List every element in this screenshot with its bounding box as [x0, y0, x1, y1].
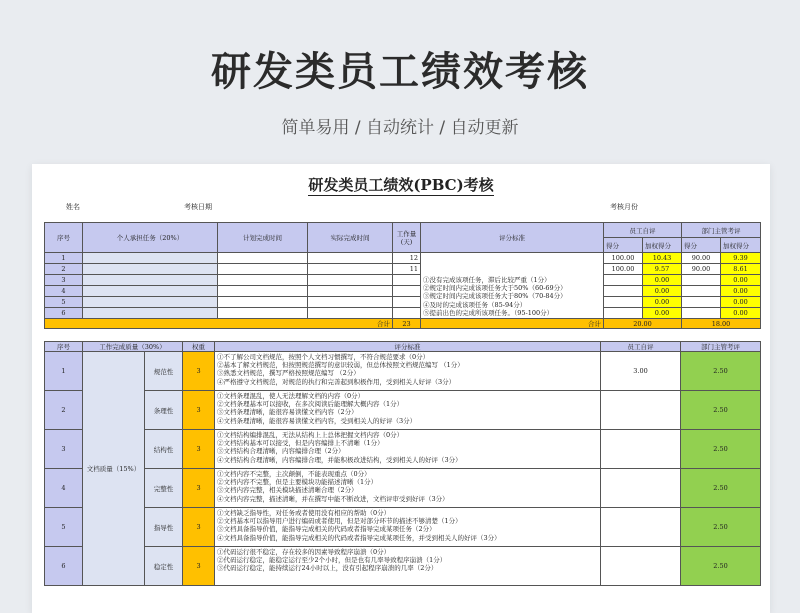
plan-cell[interactable]: [218, 297, 308, 308]
criteria-line: ③代码运行稳定，能持续运行24小时以上，没有引起程序崩溃的几率（2分）: [217, 564, 438, 573]
mgr-score[interactable]: 2.50: [681, 469, 761, 508]
task-cell[interactable]: [83, 286, 218, 297]
plan-cell[interactable]: [218, 253, 308, 264]
quality-table: [44, 341, 761, 586]
header-mgr-eval: 部门主管考评: [681, 342, 761, 352]
mgr-weighted: 9.39: [721, 253, 761, 264]
criteria-line: ②文档内容不完整，但是主要模块功能描述清晰（1分）: [217, 478, 378, 487]
criteria-line: ③文档具备指导价值，能指导完成相关的代码或者指导完成某项任务（2分）: [217, 525, 436, 534]
header-seq: 序号: [45, 223, 83, 253]
criteria-line: ②文档结构基本可以接受，但是内容编排上不清晰（1分）: [217, 439, 384, 448]
criteria-line: ①文档条理混乱，使人无法理解文档的内容（0分）: [217, 392, 365, 400]
workload-cell[interactable]: [393, 286, 421, 297]
table-row: [45, 352, 761, 391]
item-label: 规范性: [145, 352, 183, 391]
task-cell[interactable]: [83, 297, 218, 308]
table-row: [45, 253, 761, 264]
self-score[interactable]: 100.00: [604, 253, 643, 264]
item-label: 指导性: [145, 508, 183, 547]
criteria-line: ②代码运行稳定，能稳定运行至少2个小时，但是也有几率导致程序崩溃（1分）: [217, 556, 447, 565]
plan-cell[interactable]: [218, 308, 308, 319]
table-row: [45, 508, 761, 547]
item-label: 结构性: [145, 430, 183, 469]
weight-cell: 3: [183, 352, 215, 391]
workload-cell[interactable]: [393, 308, 421, 319]
weight-cell: 3: [183, 430, 215, 469]
criteria-line: ③文档条理清晰，能很容易读懂文档内容（2分）: [217, 408, 358, 417]
mgr-score[interactable]: [682, 308, 721, 319]
row-seq: 3: [45, 275, 83, 286]
self-weighted: 9.57: [643, 264, 682, 275]
header-quality: 工作完成质量（30%）: [83, 342, 183, 352]
row-seq: 4: [45, 469, 83, 508]
header-mgr-eval: 部门主管考评: [682, 223, 761, 238]
workload-cell[interactable]: [393, 297, 421, 308]
row-seq: 1: [45, 253, 83, 264]
weight-cell: 3: [183, 469, 215, 508]
actual-cell[interactable]: [308, 297, 393, 308]
criteria-cell: [215, 508, 601, 547]
criteria-line: ①不了解公司文档规范，按照个人文档习惯撰写，不符合规范要求（0分）: [217, 353, 430, 361]
table-row: [45, 264, 761, 275]
mgr-weighted: 0.00: [721, 308, 761, 319]
header-mgr-score: 得分: [682, 238, 721, 253]
mgr-score[interactable]: 2.50: [681, 391, 761, 430]
mgr-score[interactable]: [682, 286, 721, 297]
item-label: 完整性: [145, 469, 183, 508]
row-seq: 1: [45, 352, 83, 391]
group-label: 文档质量（15%）: [83, 352, 145, 586]
criteria-line: ④严格遵守文档规范，对规范的执行和完善起到积极作用，受到相关人好评（3分）: [217, 377, 456, 386]
header-criteria: 评分标准: [215, 342, 601, 352]
total-label-2: 合计: [421, 319, 604, 329]
task-cell[interactable]: [83, 275, 218, 286]
self-score[interactable]: [604, 297, 643, 308]
criteria-cell: [215, 469, 601, 508]
page-subtitle: 简单易用 / 自动统计 / 自动更新: [281, 118, 519, 138]
self-weighted: 0.00: [643, 297, 682, 308]
mgr-score[interactable]: [682, 297, 721, 308]
self-weighted: 0.00: [643, 308, 682, 319]
criteria-line: ②规定时间内完成该项任务大于50%（60-69分）: [423, 284, 567, 293]
self-score[interactable]: [601, 547, 681, 586]
mgr-weighted: 0.00: [721, 297, 761, 308]
workload-cell[interactable]: 11: [393, 264, 421, 275]
criteria-line: ③规定时间内完成该项任务大于80%（70-84分）: [423, 292, 567, 301]
self-score[interactable]: 3.00: [601, 352, 681, 391]
weight-cell: 3: [183, 547, 215, 586]
header-actual: 实际完成时间: [308, 223, 393, 253]
weight-cell: 3: [183, 391, 215, 430]
criteria-line: ⑤提前出色的完成所该项任务。（95-100分）: [423, 308, 554, 317]
total-row: [45, 319, 761, 329]
criteria-line: ④文档内容完整，描述清晰，并在撰写中能不断改进，文档评审受到好评（3分）: [217, 494, 449, 503]
header-self-weighted: 加权得分: [643, 238, 682, 253]
criteria-line: ④文档结构合理清晰，内容编排合理，并能积极改进结构，受到相关人的好评（3分）: [217, 455, 462, 464]
table-row: [45, 430, 761, 469]
plan-cell[interactable]: [218, 264, 308, 275]
row-seq: 5: [45, 297, 83, 308]
mgr-score[interactable]: [682, 275, 721, 286]
sheet-title: 研发类员工绩效(PBC)考核: [308, 176, 494, 194]
plan-cell[interactable]: [218, 275, 308, 286]
total-workload: 23: [393, 319, 421, 329]
header-self-eval: 员工自评: [601, 342, 681, 352]
self-score[interactable]: [601, 508, 681, 547]
header-workload: 工作量(天): [393, 223, 421, 253]
header-seq: 序号: [45, 342, 83, 352]
table-row: [45, 297, 761, 308]
mgr-score[interactable]: 2.50: [681, 352, 761, 391]
table-row: [45, 391, 761, 430]
task-criteria: [421, 253, 604, 319]
table-row: [45, 308, 761, 319]
name-label: 姓名: [66, 203, 80, 211]
self-score[interactable]: 100.00: [604, 264, 643, 275]
actual-cell[interactable]: [308, 308, 393, 319]
actual-cell[interactable]: [308, 253, 393, 264]
self-score[interactable]: [604, 275, 643, 286]
item-label: 稳定性: [145, 547, 183, 586]
criteria-line: ④文档具备指导价值，能指导完成相关的代码或者指导完成某项任务，并受到相关人的好评（3分）: [217, 533, 501, 542]
header-weight: 权重: [183, 342, 215, 352]
month-label: 考核月份: [610, 203, 638, 211]
self-weighted: 0.00: [643, 275, 682, 286]
self-score[interactable]: [601, 391, 681, 430]
spreadsheet: [32, 164, 770, 613]
criteria-line: ①文档内容不完整，主次颠倒，不能表现重点（0分）: [217, 470, 371, 478]
row-seq: 5: [45, 508, 83, 547]
total-self: 20.00: [604, 319, 682, 329]
self-weighted: 0.00: [643, 286, 682, 297]
task-cell[interactable]: [83, 308, 218, 319]
criteria-line: ②基本了解文档规范，但按照规范撰写的意识较弱，但总体按照文档规范编写 （1分）: [217, 361, 464, 370]
self-weighted: 10.43: [643, 253, 682, 264]
workload-cell[interactable]: 12: [393, 253, 421, 264]
self-score[interactable]: [601, 430, 681, 469]
self-score[interactable]: [604, 286, 643, 297]
criteria-line: ③文档内容完整，相关模块描述清晰合理（2分）: [217, 486, 358, 495]
weight-cell: 3: [183, 508, 215, 547]
header-self-score: 得分: [604, 238, 643, 253]
criteria-line: ④文档条理清晰，能很容易读懂文档内容，受到相关人的好评（3分）: [217, 416, 417, 425]
row-seq: 6: [45, 308, 83, 319]
self-score[interactable]: [601, 469, 681, 508]
mgr-score[interactable]: 90.00: [682, 253, 721, 264]
task-cell[interactable]: [83, 253, 218, 264]
header-mgr-weighted: 加权得分: [721, 238, 761, 253]
mgr-score[interactable]: 2.50: [681, 508, 761, 547]
table-row: [45, 286, 761, 297]
total-label: 合计: [45, 319, 393, 329]
workload-cell[interactable]: [393, 275, 421, 286]
criteria-line: ②文档基本可以指导用户进行编码或者使用，但是对部分环节的描述不够清楚（1分）: [217, 517, 462, 526]
item-label: 条理性: [145, 391, 183, 430]
criteria-line: ④及时的完成该项任务（85-94分）: [423, 300, 527, 309]
plan-cell[interactable]: [218, 286, 308, 297]
task-cell[interactable]: [83, 264, 218, 275]
mgr-score[interactable]: 90.00: [682, 264, 721, 275]
criteria-line: ①文档缺乏指导性，对任务或者使用没有相应的帮助（0分）: [217, 509, 391, 517]
table-row: [45, 547, 761, 586]
row-seq: 4: [45, 286, 83, 297]
self-score[interactable]: [604, 308, 643, 319]
row-seq: 2: [45, 391, 83, 430]
mgr-weighted: 0.00: [721, 275, 761, 286]
criteria-line: ②文档条理基本可以接收，在多次阅读后能理解大概内容（1分）: [217, 400, 404, 409]
table-row: [45, 275, 761, 286]
criteria-cell: [215, 391, 601, 430]
mgr-score[interactable]: 2.50: [681, 430, 761, 469]
header-self-eval: 员工自评: [604, 223, 682, 238]
criteria-cell: [215, 430, 601, 469]
criteria-line: ①代码运行很不稳定，存在较多的因素导致程序崩溃（0分）: [217, 548, 391, 556]
criteria-line: ①文档结构编排混乱，无法从结构上上总体把握文档内容（0分）: [217, 431, 404, 439]
criteria-cell: [215, 547, 601, 586]
page-title: 研发类员工绩效考核: [211, 49, 589, 95]
criteria-line: ①没有完成该项任务，滞后比较严重（1分）: [423, 276, 551, 284]
actual-cell[interactable]: [308, 264, 393, 275]
row-seq: 3: [45, 430, 83, 469]
criteria-line: ③熟悉文档规范，撰写严格按照规范编写 （2分）: [217, 369, 360, 378]
actual-cell[interactable]: [308, 275, 393, 286]
header-plan: 计划完成时间: [218, 223, 308, 253]
mgr-weighted: 0.00: [721, 286, 761, 297]
criteria-line: ③文档结构合理清晰，内容编排合理（2分）: [217, 447, 345, 456]
header-criteria: 评分标准: [421, 223, 604, 253]
date-label: 考核日期: [184, 203, 212, 211]
task-table: [44, 222, 761, 329]
header-task: 个人承担任务（20%）: [83, 223, 218, 253]
table-row: [45, 469, 761, 508]
mgr-weighted: 8.61: [721, 264, 761, 275]
row-seq: 2: [45, 264, 83, 275]
mgr-score[interactable]: 2.50: [681, 547, 761, 586]
criteria-cell: [215, 352, 601, 391]
total-mgr: 18.00: [682, 319, 761, 329]
row-seq: 6: [45, 547, 83, 586]
actual-cell[interactable]: [308, 286, 393, 297]
